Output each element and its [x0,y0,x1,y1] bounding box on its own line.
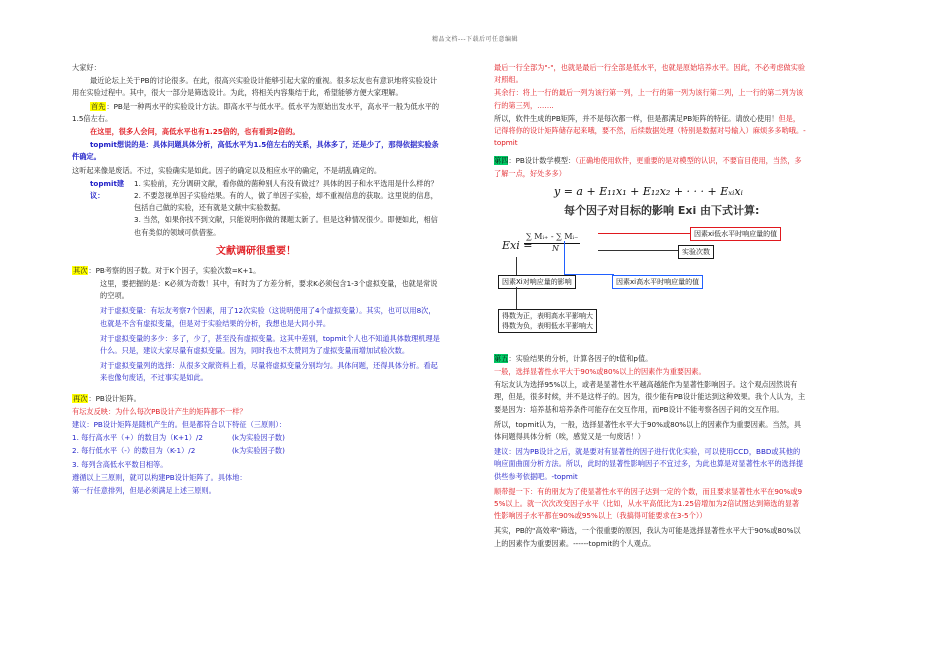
suggestion-block [72,178,440,239]
significance-rule: 一般，选择显著性水平大于90%或80%以上的因素作为重要因素。 [494,367,706,377]
fifth-section [494,353,806,365]
dummy-column-note: 对于虚拟变量列的选择：从很多文献资料上看，尽量将虚拟变量分别均匀。具体问题，还得具体分析。看起来也像句废话，不过事实是如此。 [100,361,438,383]
second-label: 其次 [73,265,88,275]
connector-low [598,233,690,234]
suggest-label: topmit建议： [90,178,125,201]
suggestion-2: 2. 不要忽视单因子实验结果。有的人，做了单因子实验，却不重视信息的获取。这里说的信息，包括自己做的实验，还有就是文献中实验数据。 [134,191,438,213]
box-sign: 得数为正，表明高水平影响大 得数为负，表明低水平影响大 [498,309,597,333]
rule-1 [72,432,440,444]
page-header: 精品文档---下载后可任意编辑 [432,36,518,43]
odd-k-note: 这里，要把握的是：K必须为奇数！其中，有时为了方差分析，要求K必须包含1-3个虚拟变量，也就是常说的空项。 [100,279,438,301]
effect-numerator: ∑ Mᵢ₊ - ∑ Mᵢ₋ [524,231,580,244]
red-question: 在这里，很多人会问，高低水平也有1.25倍的，也有看到2倍的。 [90,127,300,137]
model-diagram [494,183,786,348]
side-note: 顺带提一下：有的朋友为了使显著性水平的因子达到一定的个数，而且要求显著性水平在90%或95%以上。就一次次改变因子水平（比如，从水平高低比为1.25倍增加为2倍试图达到筛选的显著性影响因子水平都在90%或95%以上（我搞得可能要求在3-5个）） [494,486,803,521]
rule-1-text: 1. 每行高水平（+）的数目为（K+1）/2 [72,433,203,443]
again-label: 再次 [73,393,88,403]
rule-3: 3. 每列含高低水平数目相等。 [72,459,168,469]
second-text: ：PB考察的因子数。对于K个因子，实验次数=K+1。 [88,265,261,275]
fourth-section [494,155,806,179]
dummy-variable-note: 对于虚拟变量：有坛友考察7个因素，用了12次实验（这说明使用了4个虚拟变量）。其实，也可以用8次，也就是不含有虚拟变量，但是对于实验结果的分析，我想也是大同小异。 [100,306,436,328]
effect-symbol: Exi = [502,238,533,252]
matrix-advice: 建议：PB设计矩阵是随机产生的。但是都符合以下特征（三原则）： [72,420,287,430]
connector-high-h [564,274,614,275]
again-section [72,393,440,405]
intro-paragraph: 最近论坛上关于PB的讨论很多。在此，很高兴实验设计能够引起大家的重视。很多坛友也有意识地将实验设计用在实验过程中。其中，很大一部分是筛选设计。为此，将相关内容集结于此，希望能够方便大家理解。 [72,76,438,98]
matrix-question: 有坛友反映：为什么每次PB设计产生的矩阵都不一样？ [72,406,247,416]
software-note-b: 但是，记得将你的设计矩阵储存起来哦，要不然，后续数据处理（特别是数据对号输入）麻烦多多哟哦。-topmit [494,113,806,148]
construct-note: 遵循以上三原则，就可以构建PB设计矩阵了。具体地： [72,472,247,482]
first-label: 首先 [91,101,106,111]
rule-2 [72,445,440,457]
connector-effect [516,257,517,275]
significance-discussion: 有坛友认为选择95%以上，或者是显著性水平越高越能作为显著性影响因子。这个观点因然说有理，但是，很多时候，并不是这样子的。因为，很少能有PB设计能达到这种效果。我个人认为，主要是因为：培养基和培养条件可能存在交互作用，而PB设计不能考察各因子间的交互作用。 [494,380,806,414]
fourth-red: （正确地使用软件，更重要的是对模型的认识，不要盲目使用，当然，多了解一点，好处多多） [494,156,802,178]
box-count: 实验次数 [678,245,714,259]
fifth-label: 第五 [494,353,509,363]
last-row-note: 最后一行全部为"-"，也就是最后一行全部是低水平，也就是原始培养水平。因此，不必考虑做实验对照组。 [494,63,806,85]
first-row-note: 第一行任意排列，但是必须满足上述三原则。 [72,486,216,496]
reference-title: 文献调研很重要！ [216,245,296,257]
effect-caption: 每个因子对目标的影响 Exi 由下式计算: [564,203,760,217]
topmit-significance: 所以，topmit认为，一般，选择显著性水平大于90%或80%以上的因素作为重要因素。当然，具体问题得具体分析（唉，感觉又是一句废话！） [494,419,802,442]
other-rows-note: 其余行：将上一行的最后一列为该行第一列，上一行的第一列为该行第二列，上一行的第二列为该行的第三列，……. [494,88,804,110]
rule-1-note: (k为实验因子数) [232,433,285,443]
rule-2-note: (k为实验因子数) [232,446,285,456]
fifth-text: ：实验结果的分析，计算各因子的t值和p值。 [508,353,653,363]
left-column [72,62,440,498]
closing-note: 其实，PB的"高效率"筛选，一个很重要的原因，我认为可能是选择显著性水平大于90%或80%以上的因素作为重要因素。------topmit的个人观点。 [494,526,801,548]
second-body [100,278,440,385]
box-low-level: 因素xi低水平时响应量的值 [690,227,781,241]
second-section [72,265,440,277]
dummy-count-note: 对于虚拟变量的多少：多了，少了，甚至没有虚拟变量。这其中差别，topmit个人也不知道具体数理机理是什么。只是，建议大家尽量有虚拟变量。因为，同时我也不太赞同为了虚拟变量而增加试验次数。 [100,333,440,356]
followup-advice: 建议：因为PB设计之后，就是要对有显著性的因子进行优化实验，可以使用CCD，BBD或其他的响应面曲面分析方法。所以，此时的显著性影响因子不宜过多，为此也算是对显著性水平的选择提供些参考依据吧。-topmit [494,447,804,481]
model-equation: y = a + E₁₁x₁ + E₁₂x₂ + · · · + Eₓᵢxᵢ [554,184,743,198]
connector-high [564,241,565,275]
opinion-followup: 这听起来像是废话。不过，实验确实是如此。因子的确定以及相应水平的确定，不是胡乱确定的。 [72,165,382,175]
fourth-text: ：PB设计数学模型： [508,156,576,166]
connector-count [598,250,678,251]
again-text: ：PB设计矩阵。 [88,393,141,403]
suggestion-1: 1. 实验前，充分调研文献，看你做的菌种别人有没有做过？具体的因子和水平选用是什么样的？ [134,178,438,188]
topmit-opinion: topmit想说的是：具体问题具体分析，高低水平为1.5倍左右的关系，具体多了，还是少了，那得依据实验条件确定。 [72,140,439,162]
suggest-list [134,178,440,239]
box-high-level: 因素xi高水平时响应量的值 [612,275,703,289]
first-text: ：PB是一种两水平的实验设计方法。即高水平与低水平。低水平为原始出发水平，高水平一般为低水平的1.5倍左右。 [72,101,440,123]
software-note-a: 所以，软件生成的PB矩阵，并不是每次都一样，但是都满足PB矩阵的特征。请放心使用！ [494,113,779,123]
box-effect: 因素Xi对响应量的影响 [498,275,576,289]
greeting: 大家好： [72,63,101,72]
rule-2-text: 2. 每行低水平（-）的数目为（K-1）/2 [72,446,196,456]
suggestion-3: 3. 当然，如果你找不到文献，只能说明你做的课题太新了。但是这种情况很少。即便如此，相信也有类似的领域可供借鉴。 [134,215,438,237]
right-column [494,62,806,551]
connector-sign [516,287,517,309]
effect-denominator: N [552,243,559,253]
first-section [72,101,440,125]
fourth-label: 第四 [494,156,509,166]
software-note [494,113,806,150]
